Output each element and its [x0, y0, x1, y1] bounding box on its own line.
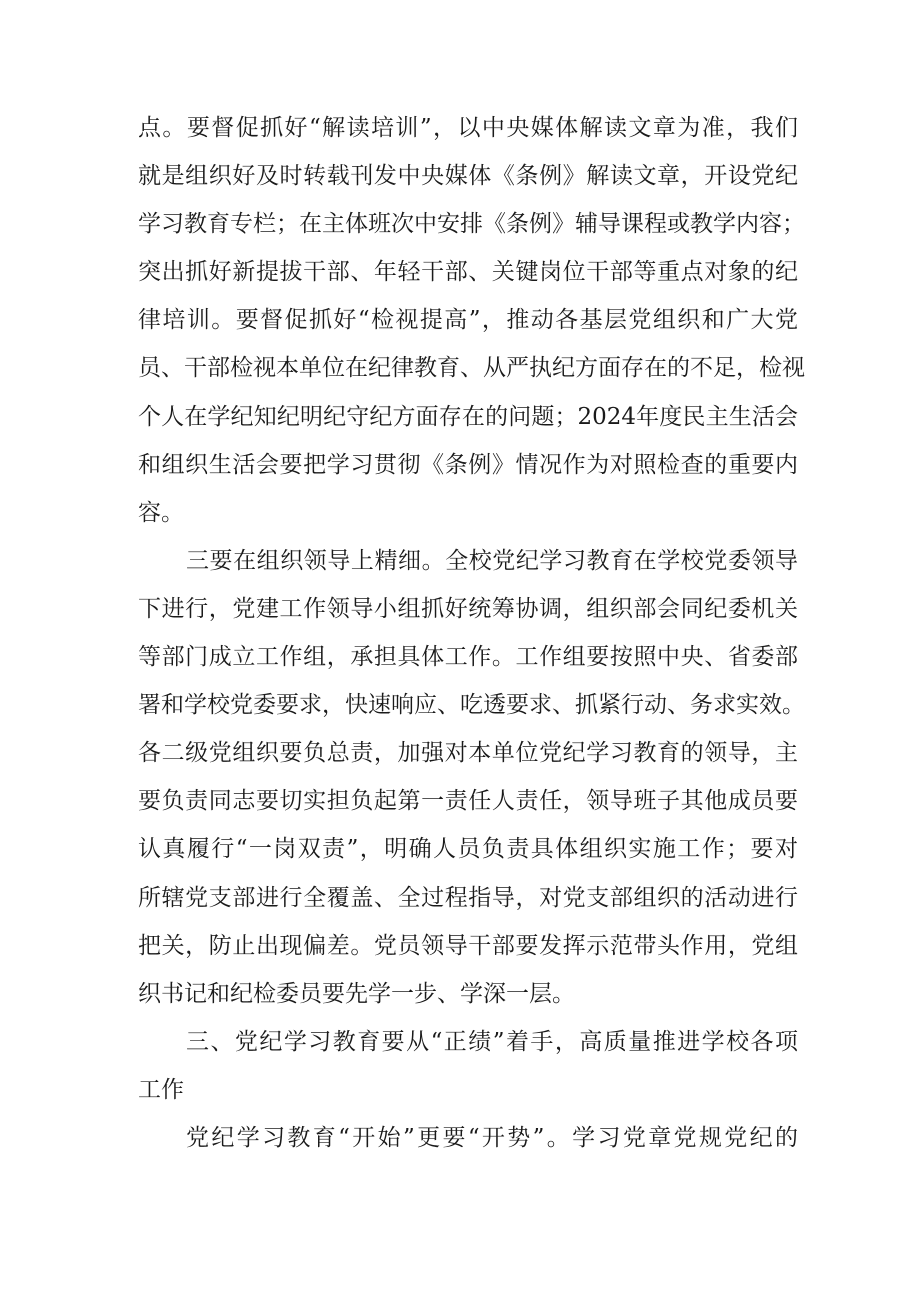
paragraph-first-line: 三要在组织领导上精细。全校党纪学习教育在学校党委领导 — [186, 547, 798, 574]
text-line: 各二级党组织要负总责，加强对本单位党纪学习教育的领导，主 — [138, 740, 798, 767]
text-line: 个人在学纪知纪明纪守纪方面存在的问题；2024年度民主生活会 — [138, 403, 798, 430]
text-line: 等部门成立工作组，承担具体工作。工作组要按照中央、省委部 — [138, 644, 798, 671]
text-line: 要负责同志要切实担负起第一责任人责任，领导班子其他成员要 — [138, 788, 798, 815]
text-line: 下进行，党建工作领导小组抓好统筹协调，组织部会同纪委机关 — [138, 595, 798, 622]
text-line: 律培训。要督促抓好“检视提高”，推动各基层党组织和广大党 — [138, 307, 798, 334]
text-line: 署和学校党委要求，快速响应、吃透要求、抓紧行动、务求实效。 — [138, 692, 805, 719]
text-line: 织书记和纪检委员要先学一步、学深一层。 — [138, 980, 575, 1007]
text-line: 员、干部检视本单位在纪律教育、从严执纪方面存在的不足，检视 — [138, 355, 805, 382]
text-line: 和组织生活会要把学习贯彻《条例》情况作为对照检查的重要内 — [138, 451, 798, 478]
section-heading: 三、党纪学习教育要从“正绩”着手，高质量推进学校各项 — [186, 1028, 798, 1055]
text-line: 容。 — [138, 499, 184, 526]
text-line: 认真履行“一岗双责”，明确人员负责具体组织实施工作；要对 — [138, 836, 798, 863]
text-line: 把关，防止出现偏差。党员领导干部要发挥示范带头作用，党组 — [138, 932, 798, 959]
text-line: 就是组织好及时转载刊发中央媒体《条例》解读文章，开设党纪 — [138, 163, 798, 190]
text-line: 所辖党支部进行全覆盖、全过程指导，对党支部组织的活动进行 — [138, 884, 798, 911]
section-heading-continued: 工作 — [138, 1076, 184, 1103]
document-body — [138, 104, 805, 1162]
text-line: 突出抓好新提拔干部、年轻干部、关键岗位干部等重点对象的纪 — [138, 259, 798, 286]
paragraph-first-line: 党纪学习教育“开始”更要“开势”。学习党章党规党纪的 — [186, 1124, 798, 1151]
text-line: 点。要督促抓好“解读培训”，以中央媒体解读文章为准，我们 — [138, 115, 798, 141]
text-line: 学习教育专栏；在主体班次中安排《条例》辅导课程或教学内容； — [138, 211, 805, 238]
